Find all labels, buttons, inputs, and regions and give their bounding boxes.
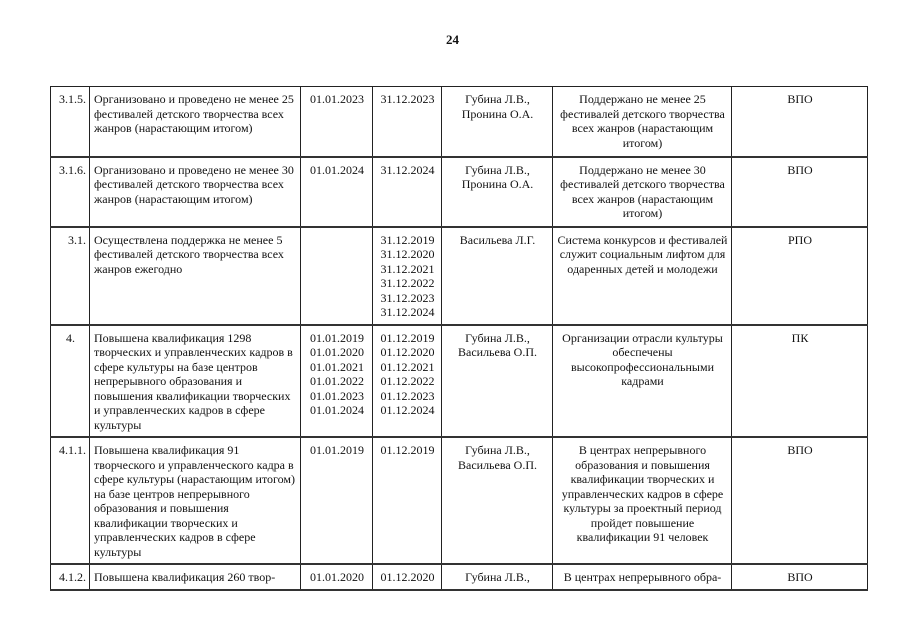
row-description: Осуществлена поддержка не менее 5 фестивалей детского творчества всех жанров ежегодно [90, 227, 301, 325]
start-date: 01.01.2023 [310, 92, 364, 106]
row-kind: РПО [732, 227, 868, 325]
row-description: Повышена квалификация 1298 творческих и управленческих кадров в сфере культуры на базе центров непрерывного образования и повышения квалификации творческих и управленческих кадров в сфере культуры [90, 325, 301, 438]
row-result: Поддержано не менее 30 фестивалей детского творчества всех жанров (нарастающим итогом) [553, 157, 732, 227]
start-date: 01.01.2023 [310, 388, 364, 403]
end-date: 01.12.2020 [380, 570, 435, 584]
end-date: 01.12.2019 [380, 443, 435, 457]
end-date: 01.12.2024 [380, 403, 435, 417]
row-kind: ВПО [732, 437, 868, 564]
row-end-dates [373, 564, 442, 590]
page-number: 24 [446, 32, 459, 47]
row-end-dates [373, 157, 442, 227]
start-date: 01.01.2022 [310, 374, 364, 388]
row-description: Повышена квалификация 260 твор- [90, 564, 301, 590]
end-date: 31.12.2023 [380, 290, 435, 305]
start-date: 01.01.2020 [310, 570, 364, 584]
row-result: Организации отрасли культуры обеспечены высокопрофессиональными кадрами [553, 325, 732, 438]
row-end-dates [373, 227, 442, 325]
row-description: Организовано и проведено не менее 25 фестивалей детского творчества всех жанров (нарастающим итогом) [90, 87, 301, 157]
row-start-dates [301, 564, 373, 590]
table-body [51, 87, 868, 591]
start-date: 01.01.2024 [310, 162, 364, 177]
start-date: 01.01.2020 [310, 345, 364, 359]
row-start-dates [301, 437, 373, 564]
table-row [51, 437, 868, 564]
row-end-dates [373, 87, 442, 157]
end-date: 01.12.2019 [380, 330, 435, 345]
end-date: 31.12.2019 [380, 232, 435, 247]
end-date: 31.12.2023 [380, 92, 435, 106]
row-start-dates [301, 325, 373, 438]
start-date: 01.01.2019 [310, 330, 364, 345]
start-date: 01.01.2019 [310, 443, 364, 457]
row-end-dates [373, 437, 442, 564]
table-row [51, 157, 868, 227]
row-responsible: Губина Л.В., Васильева О.П. [442, 437, 553, 564]
row-number: 4.1.2. [51, 564, 90, 590]
row-result: Система конкурсов и фестивалей служит социальным лифтом для одаренных детей и молодежи [553, 227, 732, 325]
row-description: Повышена квалификация 91 творческого и управленческого кадра в сфере культуры (нарастающим итогом) на базе центров непрерывного образования и повышения квалификации творческих и управленческих кадров в сфере культуры [90, 437, 301, 564]
end-date: 31.12.2021 [380, 261, 435, 276]
row-responsible: Губина Л.В., Пронина О.А. [442, 87, 553, 157]
start-date: 01.01.2021 [310, 359, 364, 374]
row-number: 3.1.5. [51, 87, 90, 157]
row-responsible: Губина Л.В., Пронина О.А. [442, 157, 553, 227]
row-number: 3.1.6. [51, 157, 90, 227]
row-number: 4.1.1. [51, 437, 90, 564]
plan-table [50, 86, 868, 591]
row-start-dates [301, 157, 373, 227]
row-description: Организовано и проведено не менее 30 фестивалей детского творчества всех жанров (нарастающим итогом) [90, 157, 301, 227]
row-responsible: Васильева Л.Г. [442, 227, 553, 325]
table-row [51, 564, 868, 590]
table-row [51, 325, 868, 438]
row-kind: ПК [732, 325, 868, 438]
end-date: 31.12.2024 [380, 162, 435, 177]
end-date: 01.12.2022 [380, 374, 435, 388]
row-start-dates [301, 87, 373, 157]
row-responsible: Губина Л.В., Васильева О.П. [442, 325, 553, 438]
end-date: 01.12.2021 [380, 359, 435, 374]
end-date: 31.12.2024 [380, 305, 435, 319]
row-number: 4. [51, 325, 90, 438]
row-responsible: Губина Л.В., [442, 564, 553, 590]
row-result: Поддержано не менее 25 фестивалей детского творчества всех жанров (нарастающим итогом) [553, 87, 732, 157]
end-date: 01.12.2023 [380, 388, 435, 403]
row-result: В центрах непрерывного обра- [553, 564, 732, 590]
end-date: 01.12.2020 [380, 345, 435, 359]
row-kind: ВПО [732, 87, 868, 157]
row-end-dates [373, 325, 442, 438]
start-date: 01.01.2024 [310, 403, 364, 417]
row-number: 3.1. [51, 227, 90, 325]
row-kind: ВПО [732, 157, 868, 227]
table-row [51, 227, 868, 325]
end-date: 31.12.2020 [380, 247, 435, 261]
table-row [51, 87, 868, 157]
row-start-dates [301, 227, 373, 325]
row-result: В центрах непрерывного образования и повышения квалификации творческих и управленческих кадров в сфере культуры за проектный период пройдет повышение квалификации 91 человек [553, 437, 732, 564]
end-date: 31.12.2022 [380, 276, 435, 290]
row-kind: ВПО [732, 564, 868, 590]
